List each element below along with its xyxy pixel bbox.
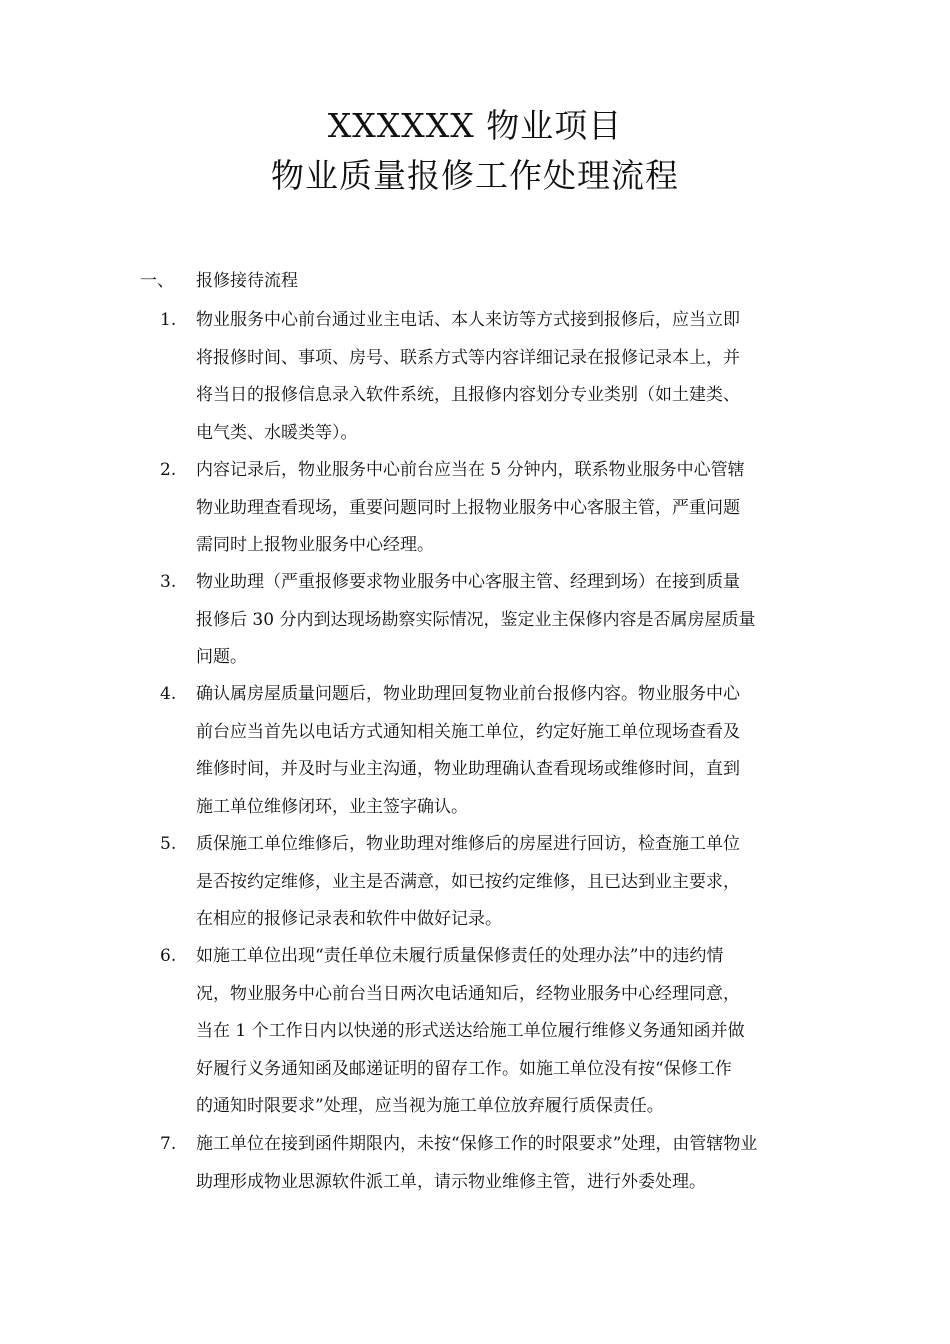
list-item-index: 4.	[160, 684, 177, 704]
list-item-text	[196, 564, 846, 677]
text-line: 施工单位维修闭环，业主签字确认。	[196, 796, 468, 817]
text-line: 施工单位在接到函件期限内，未按“保修工作的时限要求”处理，由管辖物业	[196, 1134, 758, 1154]
document-title-line2: 物业质量报修工作处理流程	[271, 156, 679, 195]
text-line: 在相应的报修记录表和软件中做好记录。	[196, 909, 502, 929]
text-line: 物业助理查看现场，重要问题同时上报物业服务中心客服主管，严重问题	[196, 497, 740, 518]
text-line: 当在 1 个工作日内以快递的形式送达给施工单位履行维修义务通知函并做	[196, 1021, 745, 1041]
list-item-index: 7.	[160, 1134, 177, 1154]
list-item-text	[196, 452, 846, 565]
text-line: 确认属房屋质量问题后，物业助理回复物业前台报修内容。物业服务中心	[196, 684, 740, 704]
list-item-text	[196, 302, 846, 452]
document-title-line1: XXXXXX 物业项目	[327, 106, 623, 145]
text-line: 将报修时间、事项、房号、联系方式等内容详细记录在报修记录本上，并	[196, 347, 740, 368]
text-line: 物业助理（严重报修要求物业服务中心客服主管、经理到场）在接到质量	[196, 572, 740, 592]
list-item-index: 6.	[160, 946, 177, 966]
text-line: 电气类、水暖类等）。	[196, 422, 358, 443]
text-line: 将当日的报修信息录入软件系统，且报修内容划分专业类别（如土建类、	[196, 385, 740, 405]
text-line: 的通知时限要求”处理，应当视为施工单位放弃履行质保责任。	[196, 1096, 664, 1116]
text-line: 助理形成物业思源软件派工单，请示物业维修主管，进行外委处理。	[196, 1171, 706, 1192]
list-item-index: 5.	[160, 834, 177, 854]
list-item-index: 3.	[160, 572, 177, 592]
section-number: 一、	[140, 271, 174, 291]
text-line: 内容记录后，物业服务中心前台应当在 5 分钟内，联系物业服务中心管辖	[196, 460, 745, 480]
text-line: 如施工单位出现“责任单位未履行质量保修责任的处理办法”中的违约情	[196, 946, 724, 966]
list-item-text	[196, 938, 846, 1126]
list-item-index: 2.	[160, 460, 177, 480]
text-line: 问题。	[196, 647, 247, 667]
section-heading: 报修接待流程	[196, 271, 298, 291]
text-line: 报修后 30 分内到达现场勘察实际情况，鉴定业主保修内容是否属房屋质量	[196, 609, 756, 630]
text-line: 维修时间，并及时与业主沟通，物业助理确认查看现场或维修时间，直到	[196, 759, 740, 779]
list-item-text	[196, 676, 846, 826]
text-line: 物业服务中心前台通过业主电话、本人来访等方式接到报修后，应当立即	[196, 310, 740, 330]
list-item-text	[196, 826, 846, 939]
text-line: 好履行义务通知函及邮递证明的留存工作。如施工单位没有按“保修工作	[196, 1058, 732, 1079]
list-item-text	[196, 1126, 846, 1201]
text-line: 需同时上报物业服务中心经理。	[196, 535, 434, 555]
text-line: 质保施工单位维修后，物业助理对维修后的房屋进行回访，检查施工单位	[196, 834, 740, 854]
text-line: 况，物业服务中心前台当日两次电话通知后，经物业服务中心经理同意，	[196, 983, 740, 1004]
list-item-index: 1.	[160, 310, 177, 330]
text-line: 是否按约定维修，业主是否满意，如已按约定维修，且已达到业主要求，	[196, 871, 740, 892]
text-line: 前台应当首先以电话方式通知相关施工单位，约定好施工单位现场查看及	[196, 721, 740, 742]
